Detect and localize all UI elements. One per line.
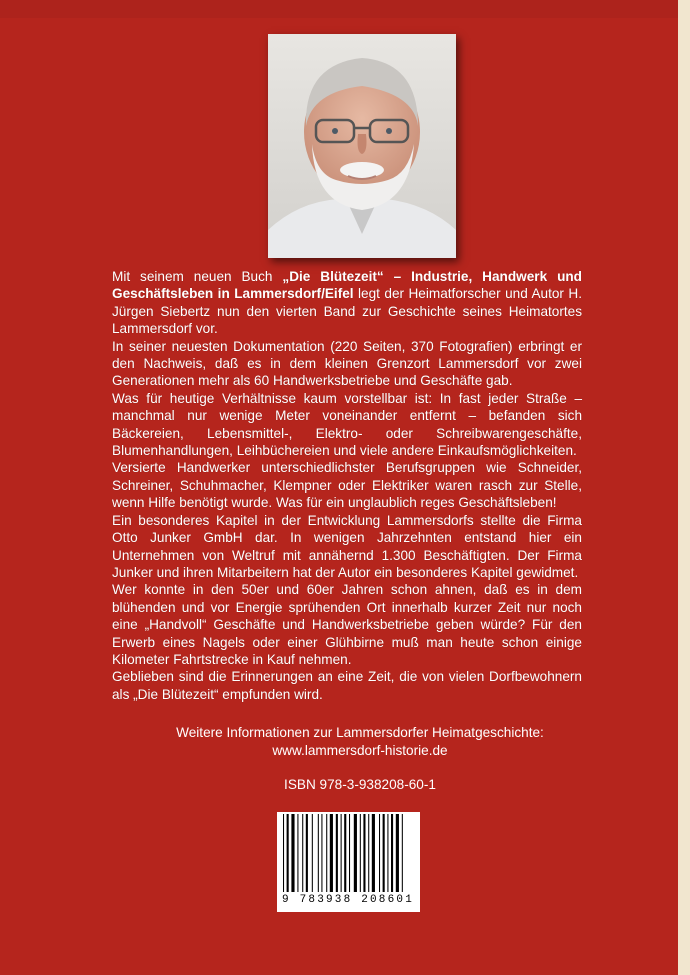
- paragraph-3: Was für heutige Verhältnisse kaum vorstellbar ist: In fast jeder Straße – manchmal nur wenige Meter voneinander entfernt – befanden sich Bäckereien, Lebensmittel-, Elektro- oder Schreibwarengeschäfte, Blumenhandlungen, Leihbüchereien und viele andere Einkaufsmöglichkeiten.: [112, 390, 582, 459]
- info-line: Weitere Informationen zur Lammersdorfer Heimatgeschichte:: [176, 725, 544, 740]
- barcode-bars-icon: [277, 812, 420, 894]
- isbn: ISBN 978-3-938208-60-1: [284, 777, 436, 792]
- paragraph-7: Geblieben sind die Erinnerungen an eine Zeit, die von vielen Dorfbewohnern als „Die Blütezeit“ empfunden wird.: [112, 669, 582, 702]
- intro-rest: legt der Heimatforscher und Autor H. Jürgen Siebertz nun den vierten Band zur Geschichte seines Heimatortes Lammersdorf vor.: [112, 286, 583, 337]
- description-text: [112, 268, 582, 703]
- book-title: „Die Blütezeit“ – Industrie, Handwerk und Geschäftsleben in Lammersdorf/Eifel: [112, 269, 582, 302]
- paragraph-2: In seiner neuesten Dokumentation (220 Seiten, 370 Fotografien) erbringt er den Nachweis, daß es in dem kleinen Grenzort Lammersdorf vor zwei Generationen mehr als 60 Handwerksbetriebe und Geschäfte gab.: [112, 338, 582, 389]
- author-portrait-icon: [268, 34, 456, 258]
- website-link[interactable]: www.lammersdorf-historie.de: [272, 743, 448, 758]
- paragraph-4: Versierte Handwerker unterschiedlichster Berufsgruppen wie Schneider, Schreiner, Schuhmacher, Klempner oder Elektriker waren rasch zur Stelle, wenn Hilfe benötigt wurde. Was für ein unglaublich reges Geschäftsleben!: [112, 460, 582, 511]
- paragraph-6: Wer konnte in den 50er und 60er Jahren schon ahnen, daß es in dem blühenden und vor Energie sprühenden Ort innerhalb kurzer Zeit nur noch eine „Handvoll“ Geschäfte und Handwerksbetriebe geben würde? Für den Erwerb eines Nagels oder einer Glühbirne muß man heute schon einige Kilometer Fahrtstrecke in Kauf nehmen.: [112, 582, 582, 667]
- barcode-digits: 9 783938 208601: [282, 894, 415, 906]
- paragraph-5: Ein besonderes Kapitel in der Entwicklung Lammersdorfs stellte die Firma Otto Junker GmbH dar. In wenigen Jahrzehnten entstand hier ein Unternehmen von Weltruf mit annähernd 1.300 Beschäftigten. Der Firma Junker und ihren Mitarbeitern hat der Autor ein besonderes Kapitel gewidmet.: [112, 512, 582, 580]
- intro-lead: Mit seinem neuen Buch: [112, 269, 283, 284]
- author-photo: [268, 34, 456, 258]
- paragraph-intro: [112, 268, 582, 338]
- top-band: [0, 0, 678, 18]
